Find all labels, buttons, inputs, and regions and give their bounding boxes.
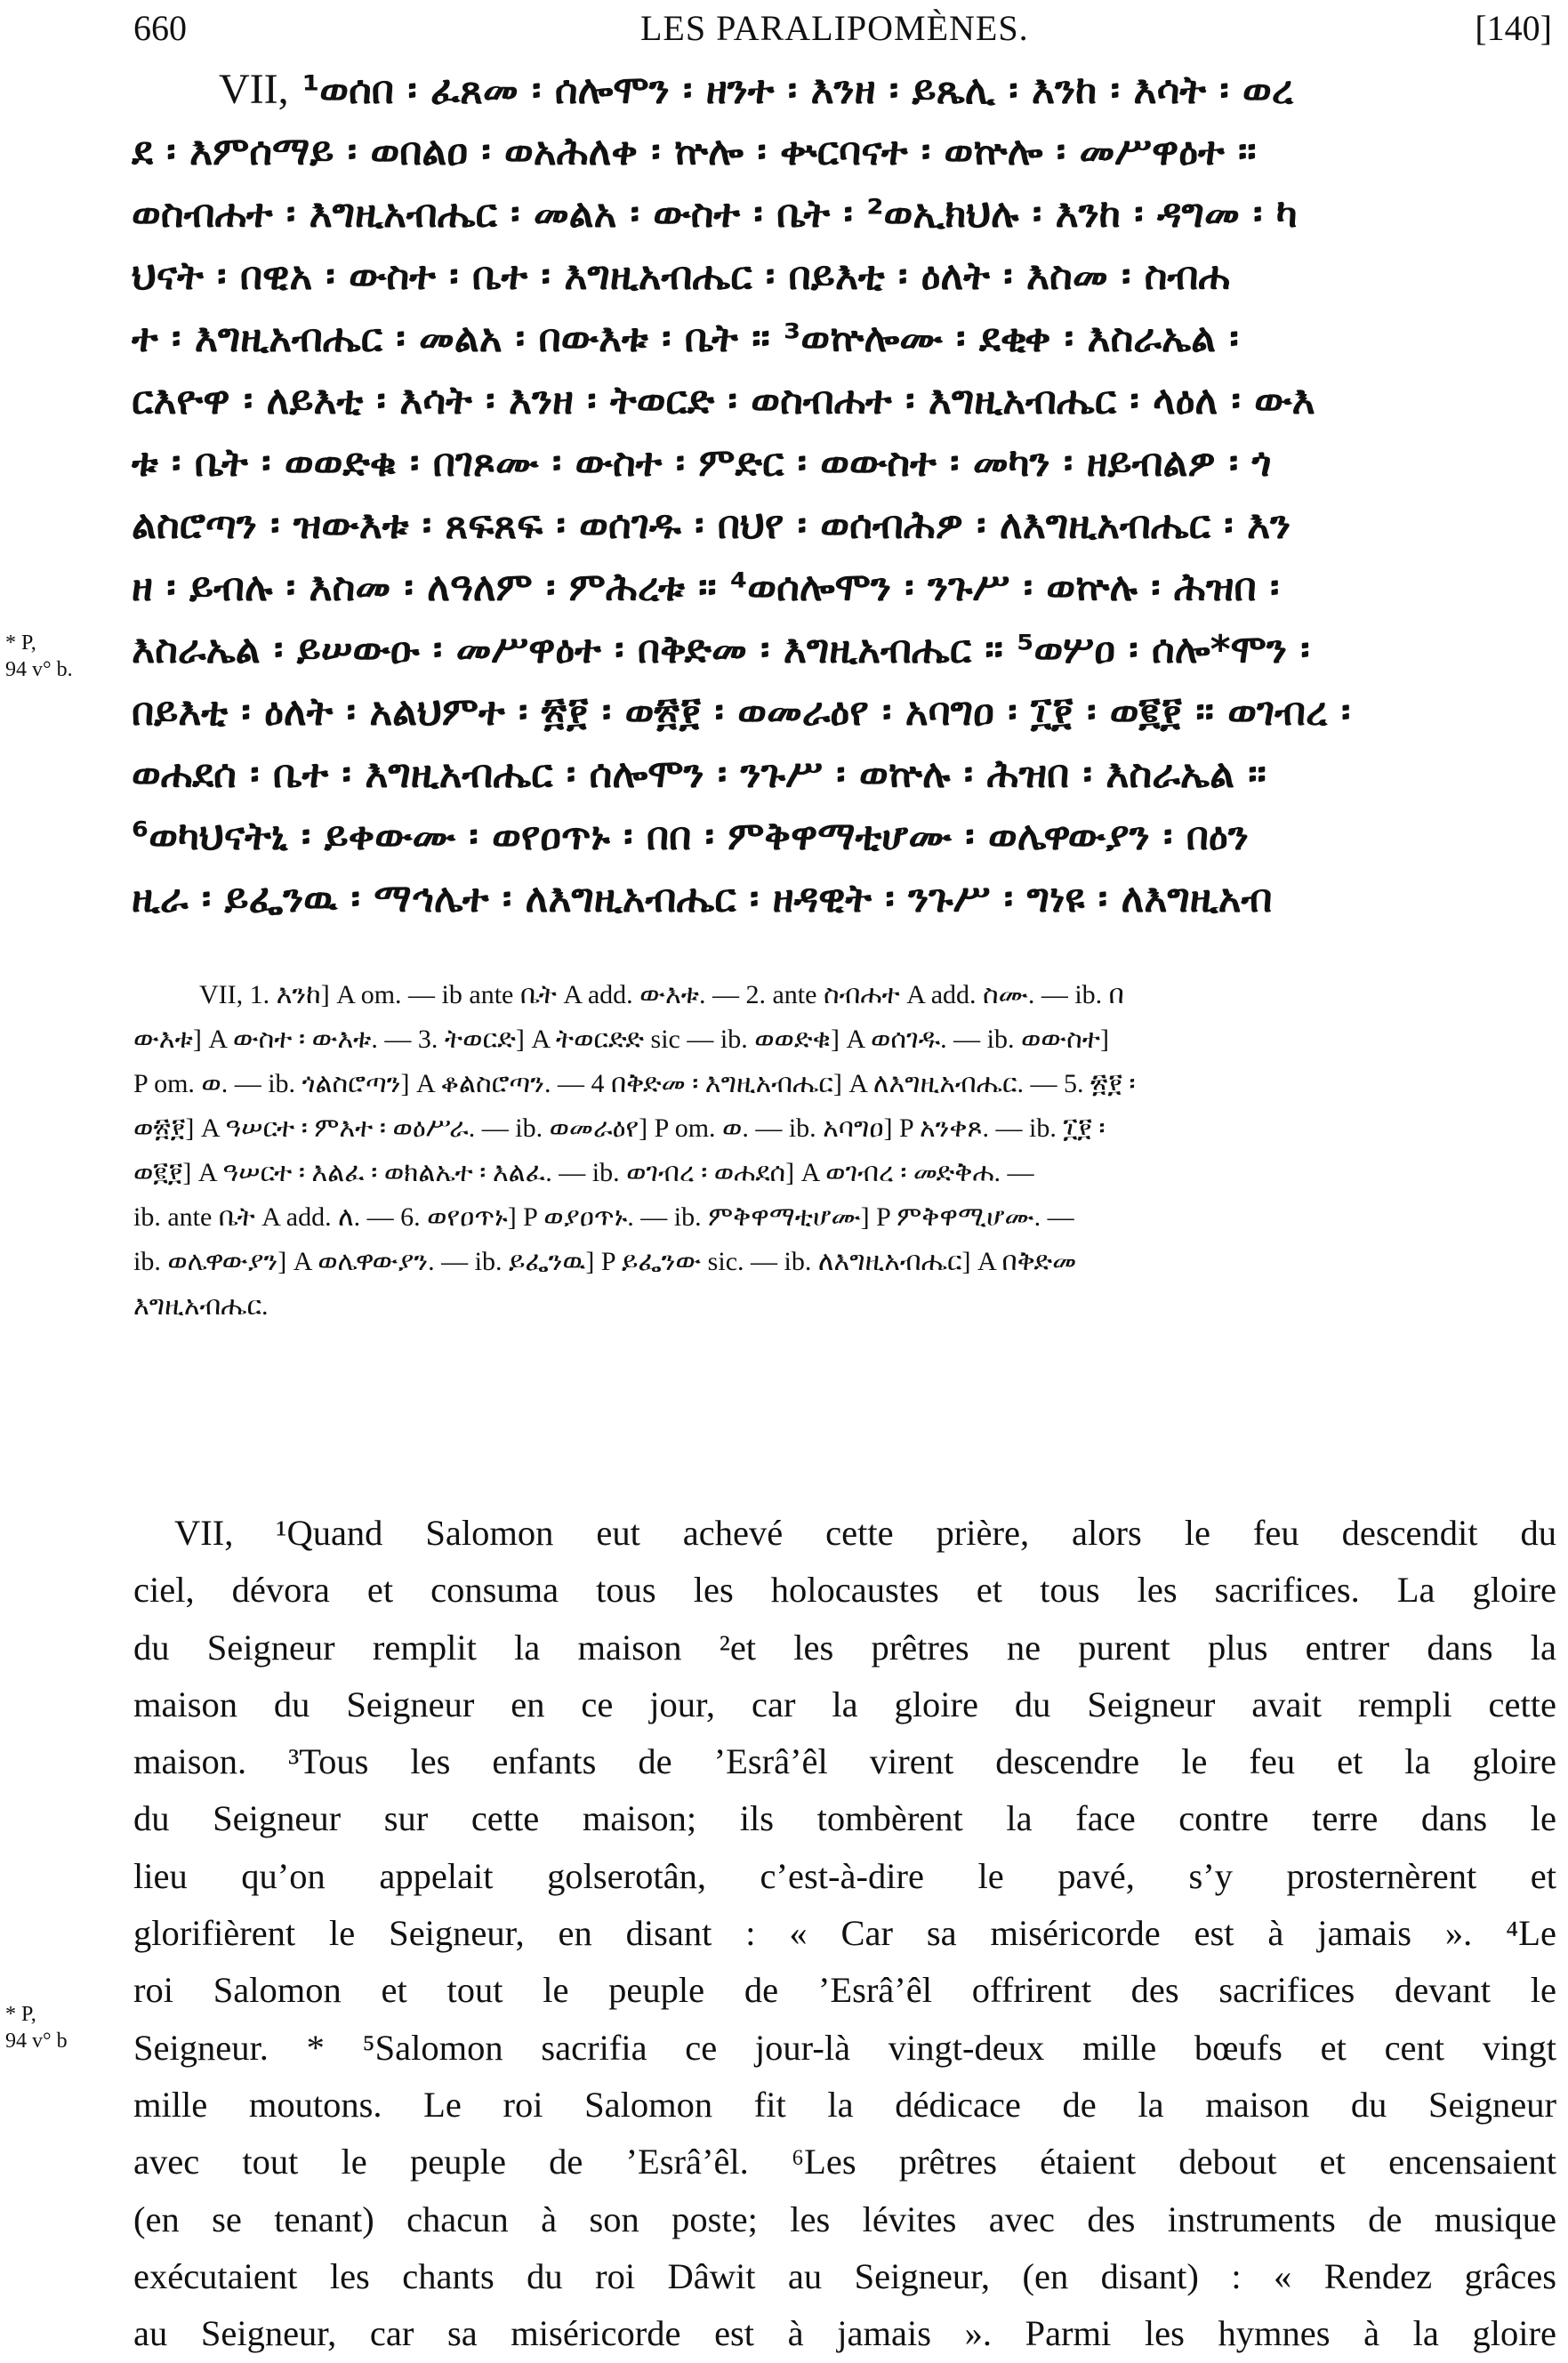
apparatus-line: ወ፳፻] A ዓሠርተ ፡ ምእተ ፡ ወዕሥራ. — ib. ወመራዕየ] P om. ወ. — ib. አባግዐ] P አንቀጾ. — ib. ፲፻ ፡ [133,1113,1106,1143]
geez-line: ዘ ፡ ይብሉ ፡ እስመ ፡ ለዓለም ፡ ምሕረቱ ። ⁴ወሰሎሞን ፡ ንጉሥ ፡ ወኵሉ ፡ ሕዝበ ፡ [132,565,1280,610]
french-line: lieu qu’on appelait golserotân, c’est-à-dire le pavé, s’y prosternèrent et [133,1855,1556,1896]
geez-line: ወስብሐተ ፡ እግዚአብሔር ፡ መልአ ፡ ውስተ ፡ ቤት ፡ ²ወኢክህሉ ፡ እንከ ፡ ዳግመ ፡ ካ [132,191,1298,237]
french-line: exécutaient les chants du roi Dâwit au Seigneur, (en disant) : « Rendez grâces [133,2255,1556,2296]
apparatus-line: እግዚአብሔር. [133,1291,269,1321]
french-line: roi Salomon et tout le peuple de ’Esrâ’êl offrirent des sacrifices devant le [133,1970,1556,2011]
french-translation [133,1506,1556,2363]
french-line: ciel, dévora et consuma tous les holocaustes et tous les sacrifices. La gloire [133,1570,1556,1611]
apparatus-line: P om. ወ. — ib. ጎልስሮጣን] A ቆልስሮጣን. — 4 በቅድመ ፡ እግዚአብሔር] A ለእግዚአብሔር. — 5. ፳፻ ፡ [133,1069,1136,1098]
french-line: avec tout le peuple de ’Esrâ’êl. ⁶Les prêtres étaient debout et encensaient [133,2142,1556,2182]
french-line: maison. ³Tous les enfants de ’Esrâ’êl virent descendre le feu et la gloire [133,1741,1556,1782]
french-line: au Seigneur, car sa miséricorde est à jamais ». Parmi les hymnes à la gloire [133,2313,1556,2354]
page-number: 660 [133,8,187,48]
geez-line: እስራኤል ፡ ይሠውዑ ፡ መሥዋዕተ ፡ በቅድመ ፡ እግዚአብሔር ። ⁵ወሦዐ ፡ ሰሎ*ሞን ፡ [132,627,1310,672]
geez-line: ተ ፡ እግዚአብሔር ፡ መልአ ፡ በውእቱ ፡ ቤት ። ³ወኵሎሙ ፡ ደቂቀ ፡ እስራኤል ፡ [132,316,1239,361]
apparatus-line: VII, 1. እንከ] A om. — ib ante ቤት A add. ውእቱ. — 2. ante ስብሐተ A add. ስሙ. — ib. በ [199,980,1124,1009]
french-line: du Seigneur sur cette maison; ils tombèrent la face contre terre dans le [133,1798,1556,1839]
geez-line: ዚራ ፡ ይፌንዉ ፡ ማኅሌተ ፡ ለእግዚአብሔር ፡ ዘዳዊት ፡ ንጉሥ ፡ ግነዩ ፡ ለእግዚአብ [132,876,1273,921]
margin-note-french [5,2001,139,2054]
running-head [0,7,1568,46]
geez-line: ቱ ፡ ቤት ፡ ወወድቁ ፡ በገጾሙ ፡ ውስተ ፡ ምድር ፡ ወውስተ ፡ መካን ፡ ዘይብልዎ ፡ ጎ [132,440,1272,486]
french-line: VII, ¹Quand Salomon eut achevé cette prière, alors le feu descendit du [174,1513,1556,1553]
running-title: LES PARALIPOMÈNES. [640,8,1029,48]
french-line: mille moutons. Le roi Salomon fit la dédicace de la maison du Seigneur [133,2084,1556,2125]
margin-note-line: * P, [5,631,36,655]
geez-line: ደ ፡ እምሰማይ ፡ ወበልዐ ፡ ወአሕለቀ ፡ ኵሎ ፡ ቍርባናተ ፡ ወኵሎ ፡ መሥዋዕተ ። [132,129,1257,174]
margin-note-geez [5,630,139,683]
apparatus-line: ውእቱ] A ውስተ ፡ ውእቱ. — 3. ትወርድ] A ትወርድድ sic — ib. ወወድቁ] A ወሰገዱ. — ib. ወውስተ] [133,1025,1109,1054]
apparatus-line: ib. ante ቤት A add. ለ. — 6. ወየዐጥኑ] P ወያዐጥኑ. — ib. ምቅዋማቲሆሙ] P ምቅዋሚሆሙ. — [133,1202,1074,1232]
apparatus-line: ወ፪፻] A ዓሠርተ ፡ እልፈ ፡ ወክልኤተ ፡ እልፈ. — ib. ወገብረ ፡ ወሐደሰ] A ወገብረ ፡ መድቅሐ. — [133,1158,1034,1187]
geez-text-block [132,60,1555,932]
french-line: Seigneur. * ⁵Salomon sacrifia ce jour-là vingt-deux mille bœufs et cent vingt [133,2027,1556,2068]
critical-apparatus [133,974,1556,1330]
geez-line: በይእቲ ፡ ዕለት ፡ አልህምተ ፡ ፳፻ ፡ ወ፳፻ ፡ ወመራዕየ ፡ አባግዐ ፡ ፲፻ ፡ ወ፪፻ ። ወገብረ ፡ [132,689,1351,735]
french-line: maison du Seigneur en ce jour, car la gloire du Seigneur avait rempli cette [133,1684,1556,1724]
geez-line: ህናት ፡ በዊአ ፡ ውስተ ፡ ቤተ ፡ እግዚአብሔር ፡ በይእቲ ፡ ዕለት ፡ እስመ ፡ ስብሐ [132,253,1230,299]
apparatus-line: ib. ወሌዋውያን] A ወሌዋውያን. — ib. ይፌንዉ] P ይፌንው sic. — ib. ለእግዚአብሔር] A በቅድመ [133,1247,1077,1276]
french-line: du Seigneur remplit la maison ²et les prêtres ne purent plus entrer dans la [133,1627,1556,1668]
french-line: (en se tenant) chacun à son poste; les lévites avec des instruments de musique [133,2198,1556,2239]
margin-note-line: * P, [5,2003,36,2026]
margin-note-line: 94 v° b. [5,658,73,681]
chapter-number: VII, [219,66,289,113]
geez-line: ⁶ወካህናትኒ ፡ ይቀውሙ ፡ ወየዐጥኑ ፡ በበ ፡ ምቅዋማቲሆሙ ፡ ወሌዋውያን ፡ በዕን [132,814,1249,859]
geez-line [132,60,1555,123]
geez-line: ወሐደሰ ፡ ቤተ ፡ እግዚአብሔር ፡ ሰሎሞን ፡ ንጉሥ ፡ ወኵሉ ፡ ሕዝበ ፡ እስራኤል ። [132,751,1266,797]
geez-line: ርእዮዋ ፡ ለይእቲ ፡ እሳት ፡ እንዘ ፡ ትወርድ ፡ ወስብሐተ ፡ እግዚአብሔር ፡ ላዕለ ፡ ውእ [132,378,1315,423]
geez-line: ልስሮጣን ፡ ዝውእቱ ፡ ጸፍጸፍ ፡ ወሰገዱ ፡ በህየ ፡ ወሰብሕዎ ፡ ለእግዚአብሔር ፡ እን [132,502,1291,548]
folio-number: [140] [1475,8,1552,48]
margin-note-line: 94 v° b [5,2029,68,2053]
geez-line-text: ¹ወሰበ ፡ ፈጸመ ፡ ሰሎሞን ፡ ዘንተ ፡ እንዘ ፡ ይጼሊ ፡ እንከ ፡ እሳት ፡ ወረ [302,68,1294,113]
french-line: glorifièrent le Seigneur, en disant : « Car sa miséricorde est à jamais ». ⁴Le [133,1913,1556,1954]
